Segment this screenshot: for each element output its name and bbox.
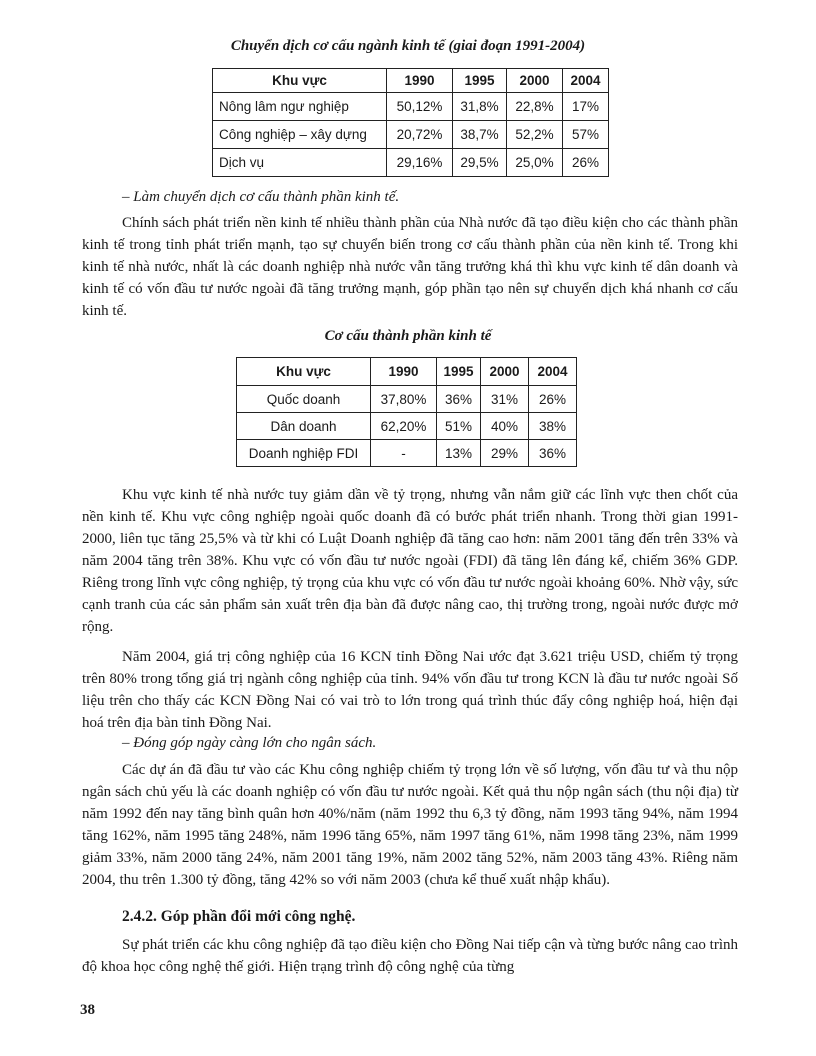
paragraph: Khu vực kinh tế nhà nước tuy giảm dần về tỷ trọng, nhưng vẫn nắm giữ các lĩnh vực then chốt của nền kinh tế. Khu vực công nghiệp ngoài quốc doanh đã có bước phát triển nhanh. Trong thời gian 1991-2000, liên tục tăng 25,5% và từ khi có Luật Doanh nghiệp đã tăng cao hơn: năm 2001 tăng đến trên 33% và năm 2004 tăng trên 38%. Khu vực có vốn đầu tư nước ngoài (FDI) đã tăng lên đáng kể, chiếm 36% GDP. Riêng trong lĩnh vực công nghiệp, tỷ trọng của khu vực có vốn đầu tư nước ngoài khoảng 60%. Nhờ vậy, sức cạnh tranh của các sản phẩm sản xuất trên địa bàn đã được nâng cao, thị trường trong, ngoài nước được mở rộng. [82, 487, 738, 635]
table-cell: 36% [529, 440, 577, 467]
table-row [213, 121, 609, 149]
table-row [237, 413, 577, 440]
table-cell: 52,2% [507, 121, 563, 149]
table-cell: - [371, 440, 437, 467]
economic-sector-table [212, 68, 609, 177]
table-cell: 31,8% [453, 93, 507, 121]
table-cell: 31% [481, 386, 529, 413]
table-header-row [237, 358, 577, 386]
section-heading: 2.4.2. Góp phần đổi mới công nghệ. [122, 908, 356, 925]
table2-caption: Cơ cấu thành phần kinh tế [324, 328, 492, 344]
paragraph: Chính sách phát triển nền kinh tế nhiều thành phần của Nhà nước đã tạo điều kiện cho các thành phần kinh tế trong tỉnh phát triển mạnh, tạo sự chuyển biến trong cơ cấu thành phần của nền kinh tế. Trong khi kinh tế nhà nước, nhất là các doanh nghiệp nhà nước vẫn tăng trưởng khá thì khu vực kinh tế dân doanh và kinh tế có vốn đầu tư nước ngoài đã tăng trưởng mạnh, góp phần tạo nên sự chuyển dịch khá nhanh cơ cấu kinh tế. [82, 215, 738, 319]
table-cell: 29,16% [387, 149, 453, 177]
paragraph: Các dự án đã đầu tư vào các Khu công nghiệp chiếm tỷ trọng lớn về số lượng, vốn đầu tư và thu nộp ngân sách chủ yếu là các doanh nghiệp có vốn đầu tư nước ngoài. Kết quả thu nộp ngân sách (thu nội địa) từ năm 1992 đến nay tăng bình quân hơn 40%/năm (năm 1992 thu 6,3 tỷ đồng, năm 1993 tăng 94%, năm 1994 tăng 162%, năm 1995 tăng 248%, năm 1996 tăng 65%, năm 1997 tăng 61%, năm 1998 tăng 23%, năm 1999 giảm 33%, năm 2000 tăng 24%, năm 2001 tăng 19%, năm 2002 tăng 52%, năm 2003 tăng 43%. Riêng năm 2004, thu trên 1.300 tỷ đồng, tăng 42% so với năm 2003 (chưa kể thuế xuất nhập khẩu). [82, 762, 738, 888]
table-cell: 40% [481, 413, 529, 440]
paragraph: Sự phát triển các khu công nghiệp đã tạo điều kiện cho Đồng Nai tiếp cận và từng bước nâng cao trình độ khoa học công nghệ thế giới. Hiện trạng trình độ công nghệ của từng [82, 937, 738, 975]
table-cell: Nông lâm ngư nghiệp [213, 93, 387, 121]
table-cell: 22,8% [507, 93, 563, 121]
table-header: 1990 [371, 358, 437, 386]
table-cell: 51% [437, 413, 481, 440]
page-number: 38 [80, 1002, 95, 1018]
table-cell: 37,80% [371, 386, 437, 413]
table-cell: 29,5% [453, 149, 507, 177]
table-header: 1995 [453, 69, 507, 93]
table-header: 2004 [529, 358, 577, 386]
table-row [237, 386, 577, 413]
table-header: 1995 [437, 358, 481, 386]
subheading: – Làm chuyển dịch cơ cấu thành phần kinh tế. [122, 189, 400, 205]
table-cell: 17% [563, 93, 609, 121]
table-cell: 57% [563, 121, 609, 149]
economic-component-table [236, 357, 577, 467]
table-cell: 26% [529, 386, 577, 413]
table1-caption: Chuyển dịch cơ cấu ngành kinh tế (giai đoạn 1991-2004) [230, 38, 586, 54]
table-cell: 36% [437, 386, 481, 413]
table-header: Khu vực [213, 69, 387, 93]
table-header: 2000 [507, 69, 563, 93]
subheading: – Đóng góp ngày càng lớn cho ngân sách. [122, 735, 377, 751]
table-header: 2000 [481, 358, 529, 386]
table-row [213, 93, 609, 121]
table-row [237, 440, 577, 467]
table-cell: Dịch vụ [213, 149, 387, 177]
table-cell: 62,20% [371, 413, 437, 440]
table-cell: 25,0% [507, 149, 563, 177]
table-cell: Công nghiệp – xây dựng [213, 121, 387, 149]
table-cell: Quốc doanh [237, 386, 371, 413]
table-header: Khu vực [237, 358, 371, 386]
paragraph: Năm 2004, giá trị công nghiệp của 16 KCN tỉnh Đồng Nai ước đạt 3.621 triệu USD, chiếm tỷ trọng trên 80% trong tổng giá trị ngành công nghiệp của tỉnh. 94% vốn đầu tư trong KCN là đầu tư nước ngoài Số liệu trên cho thấy các KCN Đồng Nai có vai trò to lớn trong quá trình thúc đẩy công nghiệp hoá, hiện đại hoá trên địa bàn tỉnh Đồng Nai. [82, 649, 738, 731]
table-cell: 26% [563, 149, 609, 177]
table-header: 1990 [387, 69, 453, 93]
table-cell: 50,12% [387, 93, 453, 121]
table-cell: 29% [481, 440, 529, 467]
table-cell: Dân doanh [237, 413, 371, 440]
table-header-row [213, 69, 609, 93]
table-cell: 38,7% [453, 121, 507, 149]
table-cell: 38% [529, 413, 577, 440]
table-row [213, 149, 609, 177]
table-header: 2004 [563, 69, 609, 93]
table-cell: Doanh nghiệp FDI [237, 440, 371, 467]
table-cell: 13% [437, 440, 481, 467]
table-cell: 20,72% [387, 121, 453, 149]
